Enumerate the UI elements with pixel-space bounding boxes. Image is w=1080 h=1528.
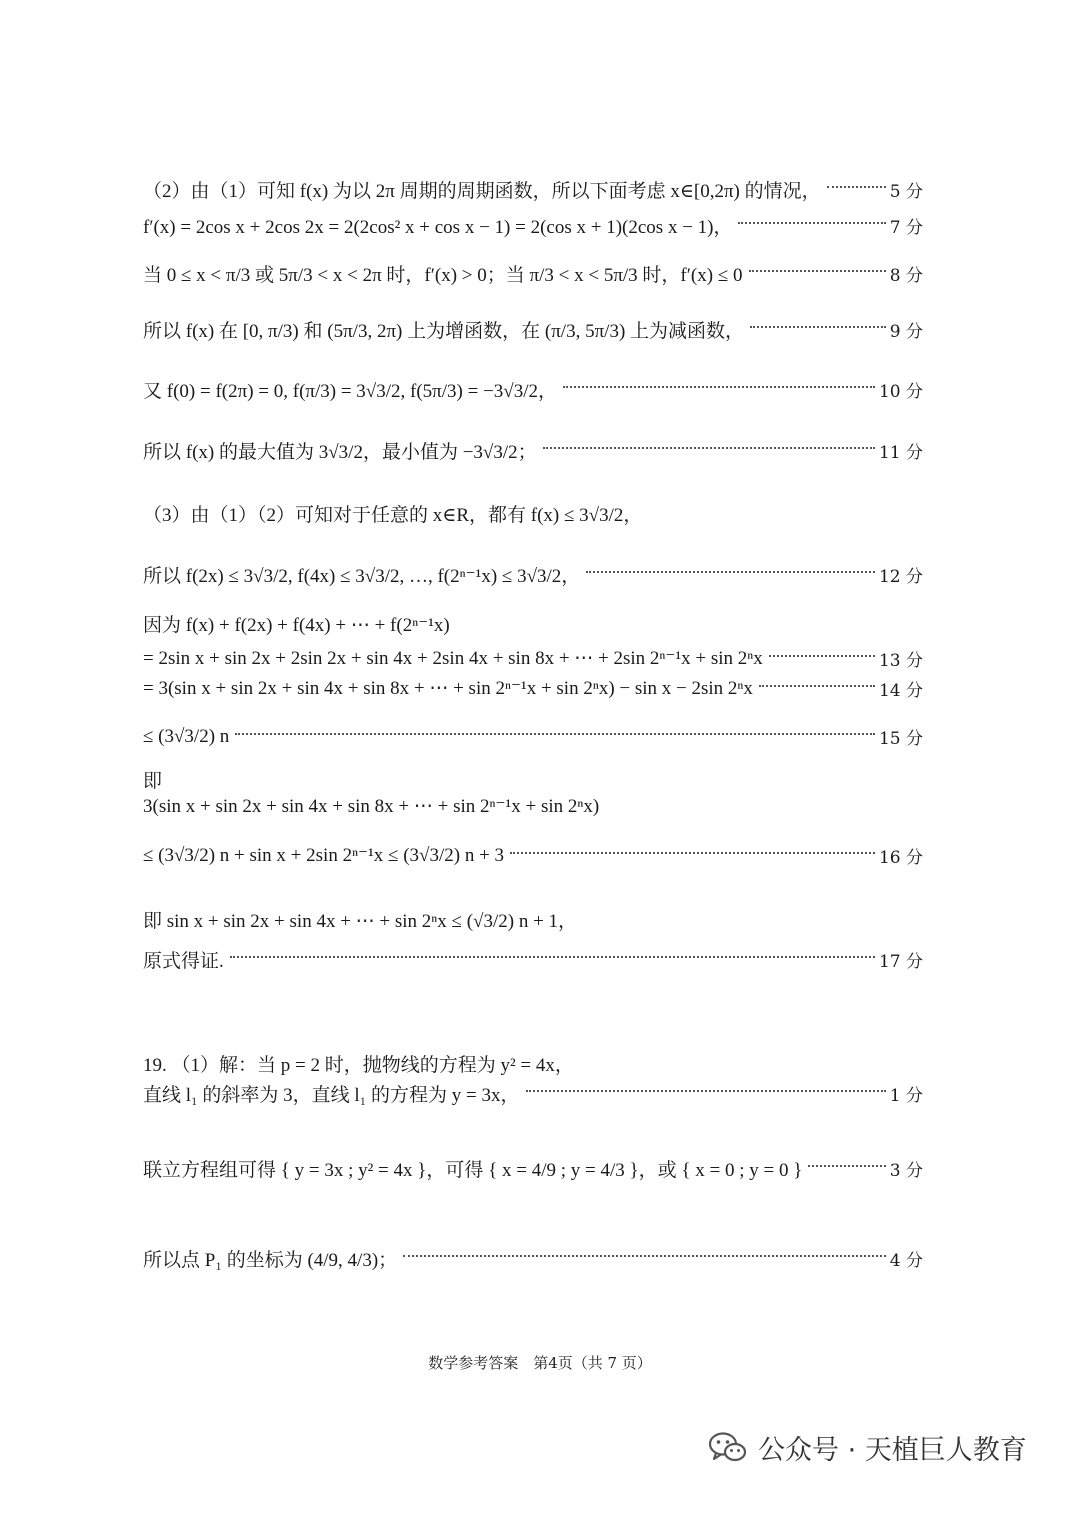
score-label: 8 分 (889, 266, 923, 286)
leader-dots (543, 447, 875, 449)
answer-line-2 (143, 212, 923, 239)
score-label: 17 分 (878, 952, 923, 972)
answer-line-text: 19. （1）解：当 p = 2 时，抛物线的方程为 y² = 4x， (143, 1055, 574, 1076)
leader-dots (808, 1165, 885, 1167)
answer-line-text: 3(sin x + sin 2x + sin 4x + sin 8x + ⋯ + sin 2ⁿ⁻¹x + sin 2ⁿx) (143, 796, 600, 817)
score-label: 12 分 (878, 567, 923, 587)
score-label: 7 分 (889, 218, 923, 238)
answer-line-text: 因为 f(x) + f(2x) + f(4x) + ⋯ + f(2ⁿ⁻¹x) (143, 615, 450, 636)
answer-line-21 (143, 1245, 923, 1272)
answer-line-text: 所以 f(x) 的最大值为 3√3/2，最小值为 −3√3/2； (143, 442, 537, 463)
wechat-watermark (708, 1428, 1027, 1467)
answer-line-1 (143, 176, 923, 203)
leader-dots (235, 733, 875, 735)
answer-line-text: 联立方程组可得 { y = 3x ; y² = 4x }，可得 { x = 4/9 ; y = 4/3 }，或 { x = 0 ; y = 0 } (143, 1160, 803, 1181)
answer-line-text: 所以 f(2x) ≤ 3√3/2, f(4x) ≤ 3√3/2, …, f(2ⁿ⁻¹x) ≤ 3√3/2， (143, 566, 581, 587)
answer-line-16 (143, 906, 923, 933)
wechat-icon (708, 1431, 748, 1465)
answer-line-text: ≤ (3√3/2) n + sin x + 2sin 2ⁿ⁻¹x ≤ (3√3/2) n + 3 (143, 845, 505, 866)
answer-line-text: （3）由（1）（2）可知对于任意的 x∈R，都有 f(x) ≤ 3√3/2， (143, 505, 643, 526)
score-label: 1 分 (889, 1086, 923, 1106)
score-label: 15 分 (878, 729, 923, 749)
leader-dots (750, 326, 886, 328)
answer-line-18 (143, 1050, 923, 1077)
answer-line-17 (143, 946, 923, 973)
answer-line-6 (143, 437, 923, 464)
leader-dots (510, 852, 875, 854)
answer-line-text: 所以点 P₁ 的坐标为 (4/9, 4/3)； (143, 1250, 398, 1271)
leader-dots (526, 1090, 886, 1092)
leader-dots (230, 956, 875, 958)
answer-line-text: = 3(sin x + sin 2x + sin 4x + sin 8x + ⋯ + sin 2ⁿ⁻¹x + sin 2ⁿx) − sin x − 2sin 2ⁿx (143, 678, 753, 699)
score-label: 14 分 (878, 681, 923, 701)
score-label: 3 分 (889, 1161, 923, 1181)
leader-dots (403, 1255, 886, 1257)
leader-dots (586, 571, 875, 573)
leader-dots (759, 685, 875, 687)
leader-dots (827, 186, 886, 188)
answer-line-text: 原式得证. (143, 951, 224, 972)
leader-dots (563, 386, 875, 388)
answer-line-text: ≤ (3√3/2) n (143, 725, 230, 747)
answer-line-15 (143, 843, 923, 868)
leader-dots (738, 222, 885, 224)
answer-line-text: 即 sin x + sin 2x + sin 4x + ⋯ + sin 2ⁿx ≤ (√3/2) n + 1， (143, 911, 578, 932)
score-label: 13 分 (878, 651, 923, 671)
answer-line-3 (143, 260, 923, 287)
answer-line-13 (143, 766, 923, 793)
answer-line-19 (143, 1080, 923, 1107)
score-label: 10 分 (878, 382, 923, 402)
leader-dots (769, 655, 875, 657)
answer-line-text: 又 f(0) = f(2π) = 0, f(π/3) = 3√3/2, f(5π/3) = −3√3/2， (143, 381, 558, 402)
score-label: 9 分 (889, 322, 923, 342)
answer-line-11 (143, 676, 923, 701)
answer-line-text: 直线 l₁ 的斜率为 3，直线 l₁ 的方程为 y = 3x， (143, 1085, 520, 1106)
score-label: 11 分 (878, 443, 923, 463)
answer-line-9 (143, 610, 923, 637)
answer-line-5 (143, 376, 923, 403)
score-label: 5 分 (889, 182, 923, 202)
answer-line-text: 当 0 ≤ x < π/3 或 5π/3 < x < 2π 时，f′(x) > 0；当 π/3 < x < 5π/3 时，f′(x) ≤ 0 (143, 265, 743, 286)
answer-line-14 (143, 795, 923, 818)
score-label: 4 分 (889, 1251, 923, 1271)
answer-line-text: 所以 f(x) 在 [0, π/3) 和 (5π/3, 2π) 上为增函数，在 (π/3, 5π/3) 上为减函数， (143, 321, 745, 342)
answer-line-text: = 2sin x + sin 2x + 2sin 2x + sin 4x + 2sin 4x + sin 8x + ⋯ + 2sin 2ⁿ⁻¹x + sin 2ⁿx (143, 648, 763, 669)
answer-line-text: f′(x) = 2cos x + 2cos 2x = 2(2cos² x + cos x − 1) = 2(cos x + 1)(2cos x − 1)， (143, 217, 733, 238)
answer-line-text: （2）由（1）可知 f(x) 为以 2π 周期的周期函数，所以下面考虑 x∈[0,2π) 的情况， (143, 181, 821, 202)
score-label: 16 分 (878, 848, 923, 868)
page-footer: 数学参考答案 第4页（共 7 页） (428, 1354, 652, 1372)
watermark-text: 公众号 · 天植巨人教育 (758, 1435, 1027, 1466)
answer-line-12 (143, 724, 923, 749)
answer-line-10 (143, 646, 923, 671)
leader-dots (749, 270, 886, 272)
answer-line-8 (143, 561, 923, 588)
answer-line-4 (143, 316, 923, 343)
answer-line-text: 即 (143, 771, 163, 792)
answer-line-7 (143, 500, 923, 527)
answer-line-20 (143, 1155, 923, 1182)
